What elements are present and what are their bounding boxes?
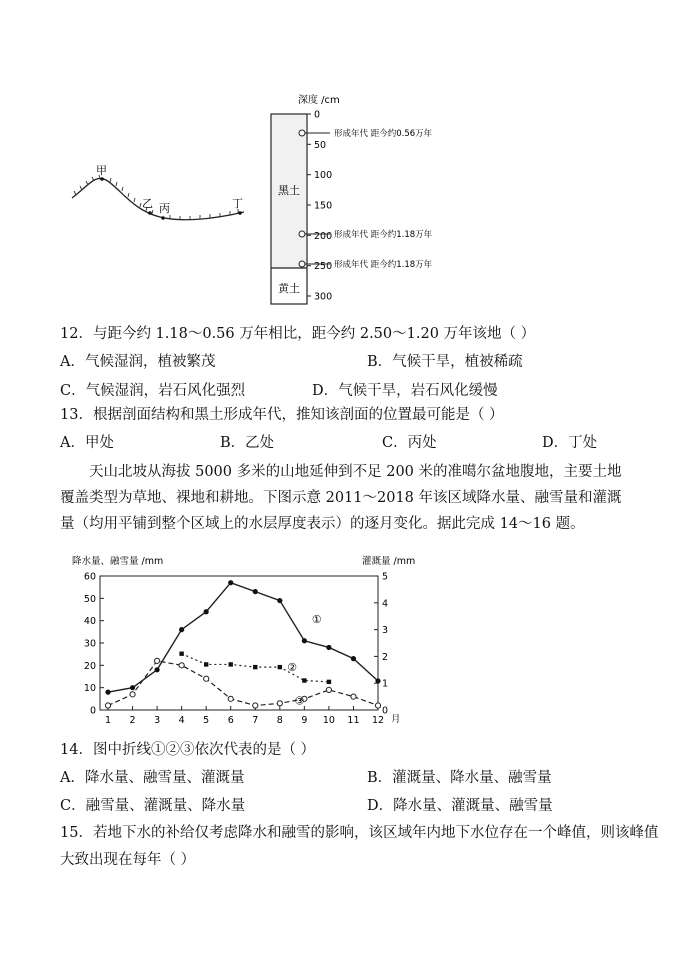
annotation-3: 形成年代 距今约1.18万年 (334, 260, 433, 270)
series-3-point (130, 692, 135, 697)
terrain-profile-figure (60, 160, 260, 230)
right-axis-tick-label: 0 (382, 705, 389, 717)
left-axis-tick-label: 20 (83, 660, 96, 672)
point-jia (100, 177, 104, 181)
series-3-point (375, 703, 380, 708)
q14-option-d: D．降水量、灌溉量、融雪量 (367, 798, 553, 814)
depth-tick-label: 150 (314, 200, 333, 212)
series-3-point (277, 701, 282, 706)
depth-tick-label: 300 (314, 291, 333, 303)
series-3-point (204, 676, 209, 681)
x-axis-tick-label: 11 (347, 715, 360, 726)
depth-tick-label: 0 (314, 109, 321, 121)
right-axis-tick-label: 5 (382, 571, 389, 583)
x-axis-tick-label: 9 (301, 715, 308, 726)
q14-option-c: C．融雪量、灌溉量、降水量 (60, 798, 246, 814)
q12-stem: 12．与距今约 1.18～0.56 万年相比，距今约 2.50～1.20 万年该地（ ） (60, 326, 536, 342)
point-yi (148, 211, 152, 215)
annotation-1: 形成年代 距今约0.56万年 (334, 129, 433, 139)
x-axis-tick-label: 1 (104, 715, 112, 726)
left-axis-tick-label: 60 (83, 571, 96, 583)
sample-marker-1 (299, 128, 433, 139)
q12-option-c: C．气候湿润，岩石风化强烈 (60, 383, 246, 399)
q14-stem: 14．图中折线①②③依次代表的是（ ） (60, 742, 316, 758)
series-1-point (375, 678, 380, 683)
q15-stem-line1: 15．若地下水的补给仅考虑降水和融雪的影响，该区域年内地下水位存在一个峰值，则该峰值 (60, 825, 659, 841)
x-axis-tick-label: 8 (276, 715, 283, 726)
layer-black-label: 黑土 (278, 184, 300, 197)
right-axis-tick-label: 4 (382, 598, 389, 610)
intro-paragraph: 天山北坡从海拔 5000 多米的山地延伸到不足 200 米的准噶尔盆地腹地，主要土地覆盖类型为草地、裸地和耕地。下图示意 2011～2018 年该区域降水量、融雪量和灌溉量（均用平铺到整个区域上的水层厚度表示）的逐月变化。据此完成 14～16 题。 (60, 464, 622, 532)
series-1-point (154, 667, 159, 672)
series-3-point (228, 696, 233, 701)
series-3-point (351, 694, 356, 699)
label-yi: 乙 (142, 197, 153, 210)
series-2-point (204, 662, 208, 666)
x-axis-tick-label: 10 (322, 715, 335, 726)
q13-option-a: A．甲处 (60, 435, 114, 451)
x-axis-tick-label: 2 (129, 715, 136, 726)
q15-stem-line2: 大致出现在每年（ ） (60, 852, 196, 868)
series-2-point (327, 680, 331, 684)
x-axis-tick-label: 7 (252, 715, 259, 726)
series-2-point (253, 665, 257, 669)
series-1-point (105, 690, 110, 695)
series-2-point (179, 652, 183, 656)
layer-yellow-label: 黄土 (278, 282, 300, 295)
series-3-point (179, 663, 184, 668)
right-axis-tick-label: 2 (382, 651, 389, 663)
depth-tick-label: 200 (314, 230, 333, 242)
series-1-point (228, 580, 233, 585)
q12-option-b: B．气候干旱，植被稀疏 (367, 354, 523, 370)
series-line-1 (108, 583, 378, 692)
x-axis-tick-label: 12 (371, 715, 385, 726)
series-2-point (302, 678, 306, 682)
series-label-3: ③ (294, 694, 305, 708)
series-1-point (277, 598, 282, 603)
chart-ylabel-left: 降水量、融雪量 /mm (72, 556, 164, 567)
left-axis-tick-label: 50 (83, 593, 96, 605)
q13-stem: 13．根据剖面结构和黑土形成年代，推知该剖面的位置最可能是（ ） (60, 407, 504, 423)
right-axis-tick-label: 3 (382, 625, 389, 637)
label-ding: 丁 (232, 197, 243, 210)
point-bing (161, 216, 165, 220)
series-label-2: ② (287, 661, 298, 675)
x-axis-tick-label: 4 (178, 715, 185, 726)
x-axis-tick-label: 3 (154, 715, 161, 726)
terrain-profile-hatching (74, 175, 238, 220)
series-1-point (351, 656, 356, 661)
series-line-3 (108, 661, 378, 706)
q14-option-a: A．降水量、融雪量、灌溉量 (60, 770, 245, 786)
series-2-point (229, 662, 233, 666)
series-label-1: ① (311, 612, 322, 626)
series-1-point (326, 645, 331, 650)
x-axis-tick-label: 5 (203, 715, 210, 726)
column-title: 深度 /cm (298, 95, 340, 106)
q13-option-b: B．乙处 (220, 435, 275, 451)
left-axis-tick-label: 30 (83, 638, 96, 650)
right-axis-tick-label: 1 (382, 678, 389, 690)
series-1-point (253, 589, 258, 594)
series-3-point (105, 703, 110, 708)
left-axis-tick-label: 10 (83, 683, 96, 695)
chart-plot-frame (100, 576, 378, 710)
series-3-point (326, 687, 331, 692)
point-ding (238, 211, 242, 215)
series-2-point (278, 665, 282, 669)
series-1-point (130, 685, 135, 690)
q12-option-d: D．气候干旱，岩石风化缓慢 (312, 383, 498, 399)
left-axis-tick-label: 40 (83, 616, 96, 628)
label-jia: 甲 (96, 164, 107, 177)
x-axis-tick-label: 6 (227, 715, 234, 726)
soil-column-figure (262, 92, 482, 312)
terrain-profile-line (72, 178, 244, 219)
chart-x-unit: 月 (391, 714, 401, 725)
label-bing: 丙 (159, 202, 170, 215)
series-3-point (253, 703, 258, 708)
annotation-2: 形成年代 距今约1.18万年 (334, 230, 433, 240)
series-1-point (302, 638, 307, 643)
q12-option-a: A．气候湿润，植被繁茂 (60, 354, 216, 370)
q13-option-d: D．丁处 (542, 435, 598, 451)
depth-tick-label: 50 (314, 139, 327, 151)
water-line-chart (60, 552, 430, 730)
series-1-point (179, 627, 184, 632)
q13-option-c: C．丙处 (382, 435, 437, 451)
left-axis-tick-label: 0 (89, 705, 96, 717)
depth-tick-label: 100 (314, 170, 333, 182)
series-1-point (204, 609, 209, 614)
series-3-point (154, 658, 159, 663)
depth-tick-label: 250 (314, 261, 333, 273)
q14-option-b: B．灌溉量、降水量、融雪量 (367, 770, 552, 786)
chart-ylabel-right: 灌溉量 /mm (362, 556, 416, 567)
